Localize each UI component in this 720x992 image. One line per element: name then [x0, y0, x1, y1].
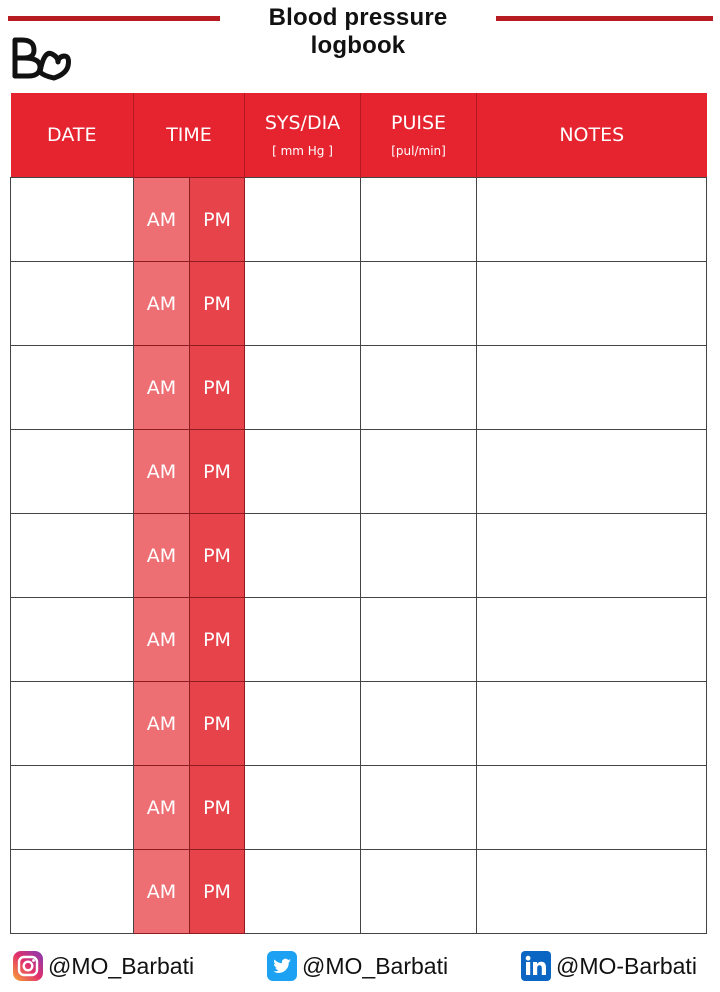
linkedin-handle-link[interactable] — [520, 950, 697, 982]
date-cell[interactable] — [11, 514, 134, 598]
pm-cell[interactable]: PM — [190, 514, 245, 598]
pm-cell[interactable]: PM — [190, 430, 245, 514]
notes-cell[interactable] — [477, 850, 707, 934]
header-row — [11, 93, 707, 178]
date-cell[interactable] — [11, 346, 134, 430]
am-cell[interactable]: AM — [134, 850, 190, 934]
log-body — [11, 178, 707, 934]
instagram-icon — [12, 950, 44, 982]
pm-cell[interactable]: PM — [190, 262, 245, 346]
date-header: DATE — [11, 93, 134, 178]
title-bar — [0, 0, 720, 59]
instagram-handle-link[interactable] — [12, 950, 194, 982]
notes-cell[interactable] — [477, 262, 707, 346]
date-cell[interactable] — [11, 850, 134, 934]
sys-dia-header: SYS/DIA [ mm Hg ] — [245, 93, 361, 178]
am-cell[interactable]: AM — [134, 598, 190, 682]
notes-header: NOTES — [477, 93, 707, 178]
date-cell[interactable] — [11, 766, 134, 850]
pm-cell[interactable]: PM — [190, 598, 245, 682]
title-rule-right — [496, 16, 713, 21]
pm-cell[interactable]: PM — [190, 682, 245, 766]
title-rule-left — [8, 16, 220, 21]
log-table — [10, 93, 707, 934]
pulse-cell[interactable] — [361, 346, 477, 430]
pulse-cell[interactable] — [361, 178, 477, 262]
sys-dia-cell[interactable] — [245, 178, 361, 262]
pulse-unit: [pul/min] — [391, 144, 446, 158]
notes-cell[interactable] — [477, 430, 707, 514]
logo-icon — [10, 32, 72, 82]
am-cell[interactable]: AM — [134, 178, 190, 262]
twitter-handle-link[interactable] — [266, 950, 448, 982]
sys-dia-cell[interactable] — [245, 262, 361, 346]
pulse-cell[interactable] — [361, 598, 477, 682]
pulse-cell[interactable] — [361, 682, 477, 766]
log-row — [11, 262, 707, 346]
am-cell[interactable]: AM — [134, 682, 190, 766]
date-cell[interactable] — [11, 682, 134, 766]
pulse-header: PUISE [pul/min] — [361, 93, 477, 178]
pm-cell[interactable]: PM — [190, 346, 245, 430]
am-cell[interactable]: AM — [134, 262, 190, 346]
sys-dia-unit: [ mm Hg ] — [272, 144, 333, 158]
pm-cell[interactable]: PM — [190, 178, 245, 262]
sys-dia-cell[interactable] — [245, 346, 361, 430]
log-row — [11, 850, 707, 934]
notes-cell[interactable] — [477, 514, 707, 598]
am-cell[interactable]: AM — [134, 766, 190, 850]
pulse-cell[interactable] — [361, 850, 477, 934]
pm-cell[interactable]: PM — [190, 766, 245, 850]
log-row — [11, 430, 707, 514]
pulse-cell[interactable] — [361, 766, 477, 850]
notes-cell[interactable] — [477, 766, 707, 850]
instagram-handle: @MO_Barbati — [48, 952, 195, 979]
notes-cell[interactable] — [477, 346, 707, 430]
sys-dia-cell[interactable] — [245, 430, 361, 514]
log-row — [11, 766, 707, 850]
sys-dia-cell[interactable] — [245, 766, 361, 850]
log-row — [11, 514, 707, 598]
sys-dia-cell[interactable] — [245, 514, 361, 598]
page-title: Blood pressure logbook — [268, 4, 448, 59]
am-cell[interactable]: AM — [134, 430, 190, 514]
date-cell[interactable] — [11, 598, 134, 682]
notes-cell[interactable] — [477, 682, 707, 766]
notes-cell[interactable] — [477, 178, 707, 262]
mb-monogram-logo — [10, 32, 72, 82]
sys-dia-cell[interactable] — [245, 850, 361, 934]
log-row — [11, 178, 707, 262]
am-cell[interactable]: AM — [134, 514, 190, 598]
twitter-handle: @MO_Barbati — [302, 952, 449, 979]
pulse-cell[interactable] — [361, 514, 477, 598]
log-row — [11, 346, 707, 430]
pulse-cell[interactable] — [361, 430, 477, 514]
time-header: TIME — [134, 93, 245, 178]
linkedin-handle: @MO-Barbati — [556, 952, 697, 979]
am-cell[interactable]: AM — [134, 346, 190, 430]
linkedin-icon — [520, 950, 552, 982]
pulse-cell[interactable] — [361, 262, 477, 346]
sys-dia-cell[interactable] — [245, 598, 361, 682]
pm-cell[interactable]: PM — [190, 850, 245, 934]
date-cell[interactable] — [11, 178, 134, 262]
twitter-icon — [266, 950, 298, 982]
date-cell[interactable] — [11, 262, 134, 346]
notes-cell[interactable] — [477, 598, 707, 682]
date-cell[interactable] — [11, 430, 134, 514]
sys-dia-cell[interactable] — [245, 682, 361, 766]
log-row — [11, 598, 707, 682]
log-row — [11, 682, 707, 766]
footer — [0, 944, 720, 992]
